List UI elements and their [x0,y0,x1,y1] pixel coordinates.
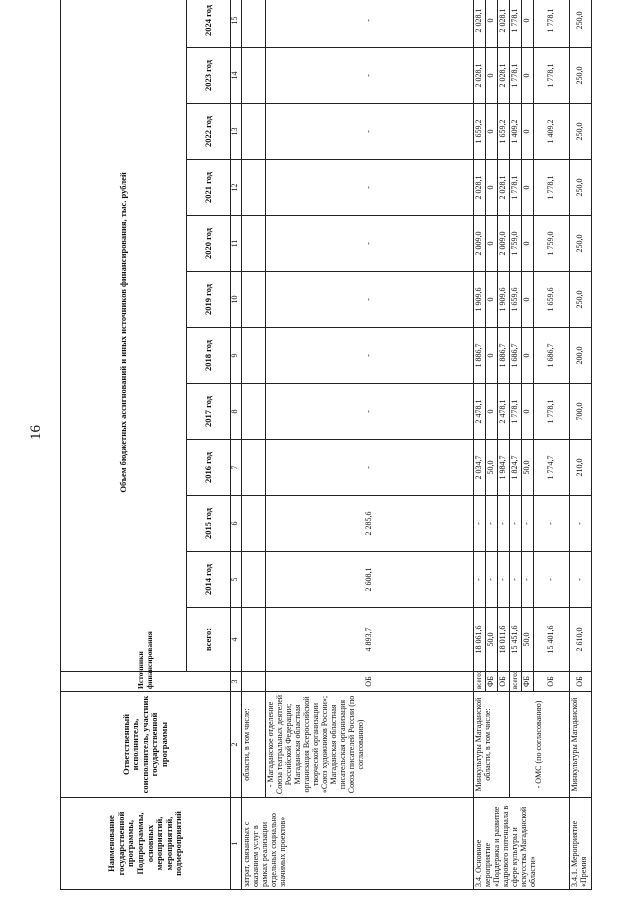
value-cell: 18 061,6 [474,608,486,672]
table-row [242,0,266,890]
header-year: 2020 год [187,216,231,272]
value-cell: 1 659,6 [510,272,522,328]
value-cell: 2 478,1 [498,384,510,440]
value-cell: 0 [486,384,498,440]
value-cell: 0 [522,104,534,160]
column-number: 2 [231,692,242,798]
value-cell: - [570,552,592,608]
value-cell: 250,0 [570,0,592,48]
value-cell: 2 028,1 [498,0,510,48]
value-cell: 0 [486,216,498,272]
value-cell: 1 778,1 [534,384,570,440]
header-year: 2016 год [187,440,231,496]
column-number: 15 [231,0,242,48]
value-cell: - [486,496,498,552]
table-row [510,0,522,890]
value-cell: 0 [486,48,498,104]
value-cell: 0 [486,160,498,216]
value-cell: 1 409,2 [510,104,522,160]
value-cell: 1 886,7 [498,328,510,384]
value-cell: - [266,440,474,496]
header-year: 2014 год [187,552,231,608]
column-number: 14 [231,48,242,104]
value-cell: - [510,552,522,608]
executor-cell: области, в том числе: [242,692,266,798]
value-cell: 2 009,0 [474,216,486,272]
source-cell: всего: [474,672,486,692]
value-cell: - [534,496,570,552]
value-cell: - [266,384,474,440]
value-cell: 1 778,1 [534,0,570,48]
source-cell: ФБ [522,672,534,692]
value-cell: 1 778,1 [534,160,570,216]
value-cell: - [266,272,474,328]
value-cell: 2 028,1 [474,48,486,104]
header-year: 2023 год [187,48,231,104]
page-number: 16 [28,425,44,440]
program-name-cell: 3.4. Основное мероприятие «Поддержка и развитие кадрового потенциала в сфере культуры и искусства Магаданской области» [474,798,570,890]
header-year: 2022 год [187,104,231,160]
value-cell: 2 028,1 [474,0,486,48]
table-row [474,0,486,890]
funding-table [60,0,592,890]
header-year: 2015 год [187,496,231,552]
value-cell: 2 028,1 [498,48,510,104]
column-number: 10 [231,272,242,328]
value-cell: 0 [522,0,534,48]
value-cell: - [266,104,474,160]
value-cell: 2 028,1 [498,160,510,216]
value-cell: - [266,0,474,48]
value-cell: - [570,496,592,552]
executor-cell: - ОМС (по согласованию) [510,692,570,798]
rotated-table-container [60,4,592,890]
value-cell: 1 686,7 [510,328,522,384]
column-number: 9 [231,328,242,384]
value-cell: 1 659,2 [498,104,510,160]
program-name-cell: 3.4.1. Мероприятие «Премия [570,798,592,890]
value-cell: 1 909,6 [498,272,510,328]
program-name-cell: затрат, связанных с оказанием услуг в рамках реализации отдельных социально значимых проектов» [242,798,474,890]
value-cell: 1 824,7 [510,440,522,496]
source-cell: ОБ [570,672,592,692]
value-cell: 50,0 [486,608,498,672]
value-cell: - [486,552,498,608]
header-total: всего: [187,608,231,672]
header-year: 2018 год [187,328,231,384]
executor-cell: Минкультуры Магаданской [570,692,592,798]
column-number: 12 [231,160,242,216]
column-number-row [231,0,242,890]
column-number: 6 [231,496,242,552]
value-cell: - [474,552,486,608]
header-executor: Ответственный исполнитель, соисполнитель, участник государственной программы [61,692,231,798]
source-cell: ОБ [534,672,570,692]
value-cell: 2 034,7 [474,440,486,496]
value-cell: 1 686,7 [534,328,570,384]
executor-cell: Минкультуры Магаданской области, в том числе: [474,692,510,798]
value-cell: 0 [522,160,534,216]
value-cell: - [534,552,570,608]
value-cell: 2 009,0 [498,216,510,272]
value-cell: - [266,160,474,216]
value-cell: 1 409,2 [534,104,570,160]
value-cell: 200,0 [570,328,592,384]
value-cell: - [510,496,522,552]
column-number: 5 [231,552,242,608]
value-cell: 2 028,1 [474,160,486,216]
value-cell: 1 778,1 [510,0,522,48]
value-cell: 50,0 [486,440,498,496]
value-cell: - [474,496,486,552]
value-cell: 250,0 [570,216,592,272]
value-cell: 0 [522,272,534,328]
value-cell: 2 478,1 [474,384,486,440]
column-number: 4 [231,608,242,672]
value-cell: 1 778,1 [534,48,570,104]
value-cell: 1 886,7 [474,328,486,384]
value-cell: 1 774,7 [534,440,570,496]
value-cell: 250,0 [570,48,592,104]
value-cell: 700,0 [570,384,592,440]
value-cell: 0 [522,216,534,272]
column-number: 7 [231,440,242,496]
value-cell: 0 [522,48,534,104]
value-cell: 1 659,6 [534,272,570,328]
value-cell: 50,0 [522,608,534,672]
value-cell: - [522,552,534,608]
header-row-1 [61,0,187,890]
value-cell: - [266,48,474,104]
source-cell: ОБ [498,672,510,692]
value-cell: 15 401,6 [534,608,570,672]
column-number: 11 [231,216,242,272]
value-cell: - [522,496,534,552]
table-row [570,0,592,890]
value-cell: 2 608,1 [266,552,474,608]
value-cell: - [266,216,474,272]
source-cell: ОБ [266,672,474,692]
value-cell: 4 893,7 [266,608,474,672]
value-cell: 1 759,0 [510,216,522,272]
executor-cell: - Магаданское отделение Союза театральных деятелей Российской Федерации; Магаданская областная организация Всероссийской творческой организации «Союз художников России»; Магаданская областная писательская организация Союза писателей России (по согласованию) [266,692,474,798]
value-cell: 0 [486,0,498,48]
value-cell: 50,0 [522,440,534,496]
header-year: 2019 год [187,272,231,328]
value-cell: 1 909,6 [474,272,486,328]
value-cell: 0 [486,104,498,160]
table-row [266,0,474,890]
header-source: Источники финансирования [61,672,231,692]
column-number: 1 [231,798,242,890]
value-cell: - [266,328,474,384]
value-cell: 1 778,1 [510,160,522,216]
value-cell: 1 984,7 [498,440,510,496]
column-number: 13 [231,104,242,160]
source-cell: ФБ [486,672,498,692]
column-number: 3 [231,672,242,692]
value-cell: 18 011,6 [498,608,510,672]
value-cell: 210,0 [570,440,592,496]
value-cell: - [498,552,510,608]
value-cell: 0 [522,328,534,384]
header-program-name: Наименование государственной программы, Подпрограммы, основных мероприятий, мероприятий, подмероприятий [61,798,231,890]
value-cell: 1 759,0 [534,216,570,272]
value-cell: 2 610,0 [570,608,592,672]
source-cell: всего: [510,672,522,692]
value-cell: 1 778,1 [510,48,522,104]
value-cell: 2 285,6 [266,496,474,552]
header-funding-group: Объем бюджетных ассигнований и иных источников финансирования, тыс. рублей [61,0,187,672]
value-cell: 15 451,6 [510,608,522,672]
value-cell: 250,0 [570,104,592,160]
header-year: 2021 год [187,160,231,216]
value-cell: 1 778,1 [510,384,522,440]
value-cell: 0 [486,272,498,328]
value-cell: 250,0 [570,272,592,328]
value-cell: 0 [486,328,498,384]
value-cell: - [498,496,510,552]
value-cell: 1 659,2 [474,104,486,160]
header-year: 2017 год [187,384,231,440]
header-year: 2024 год [187,0,231,48]
column-number: 8 [231,384,242,440]
value-cell: 0 [522,384,534,440]
value-cell: 250,0 [570,160,592,216]
